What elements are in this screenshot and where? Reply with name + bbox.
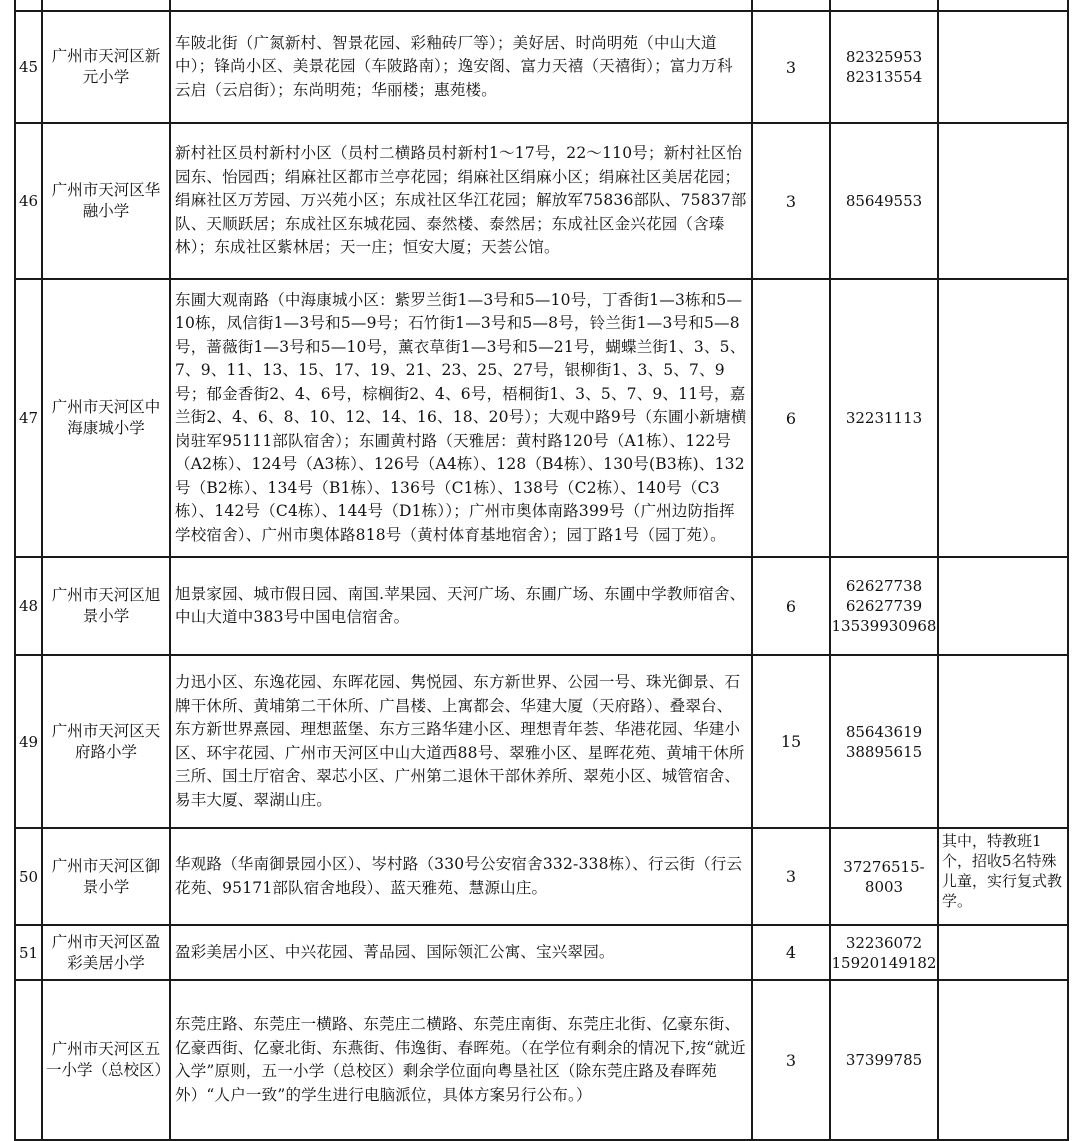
catchment-area: 东莞庄路、东莞庄一横路、东莞庄二横路、东莞庄南街、东莞庄北街、亿豪东街、亿豪西街、亿豪北街、东燕街、伟逸街、春晖苑。（在学位有剩余的情况下,按“就近入学”原则，五一小学（总校区）剩余学位面向粤垦社区（除东莞庄路及春晖苑外）“人户一致”的学生进行电脑派位，具体方案另行公布。） bbox=[170, 980, 752, 1140]
class-count-cell bbox=[752, 0, 830, 11]
catchment-area: 车陂北街（广氮新村、智景花园、彩釉砖厂等）；美好居、时尚明苑（中山大道中）；锋尚小区、美景花园（车陂路南）；逸安阁、富力天禧（天禧街）；富力万科云启（云启街）；东尚明苑；华丽楼；惠苑楼。 bbox=[170, 11, 752, 123]
phone-number: 82325953 bbox=[845, 48, 923, 66]
table-row bbox=[15, 828, 1068, 925]
phone-number: 32236072 bbox=[845, 933, 923, 952]
school-name: 广州市天河区天府路小学 bbox=[42, 655, 170, 828]
note bbox=[938, 925, 1068, 980]
school-name: 广州市天河区新元小学 bbox=[42, 11, 170, 123]
phone-number: 37276515- bbox=[843, 857, 925, 876]
row-number: 49 bbox=[15, 655, 42, 828]
note bbox=[938, 279, 1068, 557]
phone-numbers bbox=[830, 925, 938, 980]
note bbox=[938, 655, 1068, 828]
catchment-area: 旭景家园、城市假日园、南国.苹果园、天河广场、东圃广场、东圃中学教师宿舍、中山大道中383号中国电信宿舍。 bbox=[170, 557, 752, 655]
note bbox=[938, 557, 1068, 655]
table-row bbox=[15, 655, 1068, 828]
row-number: 50 bbox=[15, 828, 42, 925]
table-row bbox=[15, 980, 1068, 1140]
catchment-area: 华观路（华南御景园小区）、岑村路（330号公安宿舍332-338栋）、行云街（行云花苑、95171部队宿舍地段）、蓝天雅苑、慧源山庄。 bbox=[170, 828, 752, 925]
table-row bbox=[15, 557, 1068, 655]
phone-number: 32231113 bbox=[845, 409, 923, 427]
table-row-previous-partial bbox=[15, 0, 1068, 11]
row-number: 45 bbox=[15, 11, 42, 123]
class-count: 6 bbox=[752, 557, 830, 655]
class-count: 3 bbox=[752, 980, 830, 1140]
school-name: 广州市天河区华融小学 bbox=[42, 123, 170, 279]
no-cell bbox=[15, 0, 42, 11]
row-number: 51 bbox=[15, 925, 42, 980]
row-number: 47 bbox=[15, 279, 42, 557]
class-count: 3 bbox=[752, 11, 830, 123]
phone-number: 62627738 bbox=[845, 577, 923, 595]
phone-number: 15920149182 bbox=[831, 953, 937, 972]
class-count: 4 bbox=[752, 925, 830, 980]
school-name: 广州市天河区五一小学（总校区） bbox=[42, 980, 170, 1140]
catchment-area-cell bbox=[170, 0, 752, 11]
phone-number: 82313554 bbox=[845, 68, 923, 86]
phone-number: 38895615 bbox=[845, 742, 923, 761]
catchment-area: 力迅小区、东逸花园、东晖花园、隽悦园、东方新世界、公园一号、珠光御景、石牌干休所、黄埔第二干休所、广昌楼、上寓都会、华建大厦（天府路）、叠翠台、东方新世界熹园、理想蓝堡、东方三路华建小区、理想青年荟、华港花园、华建小区、环宇花园、广州市天河区中山大道西88号、翠雅小区、星晖花苑、黄埔干休所三所、国土厅宿舍、翠芯小区、广州第二退休干部休养所、翠苑小区、城管宿舍、易丰大厦、翠湖山庄。 bbox=[170, 655, 752, 828]
table-row bbox=[15, 279, 1068, 557]
row-number: 46 bbox=[15, 123, 42, 279]
phone-number: 62627739 bbox=[845, 597, 923, 615]
class-count: 6 bbox=[752, 279, 830, 557]
school-name: 广州市天河区旭景小学 bbox=[42, 557, 170, 655]
phone-numbers bbox=[830, 123, 938, 279]
phone-numbers bbox=[830, 557, 938, 655]
phone-number: 8003 bbox=[864, 877, 904, 896]
note: 其中，特教班1个，招收5名特殊儿童，实行复式教学。 bbox=[938, 828, 1068, 925]
phone-numbers bbox=[830, 11, 938, 123]
class-count: 3 bbox=[752, 123, 830, 279]
phone-numbers bbox=[830, 655, 938, 828]
school-name-cell bbox=[42, 0, 170, 11]
school-name: 广州市天河区御景小学 bbox=[42, 828, 170, 925]
catchment-area: 新村社区员村新村小区（员村二横路员村新村1～17号，22～110号；新村社区怡园东、怡园西；绢麻社区都市兰亭花园；绢麻社区绢麻小区；绢麻社区美居花园；绢麻社区万芳园、万兴苑小区；东成社区华江花园；解放军75836部队、75837部队、天顺跃居；东成社区东城花园、泰然楼、泰然居；东成社区金兴花园（含瑧林）；东成社区紫林居；天一庄；恒安大厦；天荟公馆。 bbox=[170, 123, 752, 279]
class-count: 3 bbox=[752, 828, 830, 925]
phone-number: 37399785 bbox=[845, 1051, 923, 1069]
phone-numbers bbox=[830, 279, 938, 557]
school-name: 广州市天河区盈彩美居小学 bbox=[42, 925, 170, 980]
phone-number: 85643619 bbox=[845, 722, 923, 741]
school-enrollment-table bbox=[14, 0, 1069, 1141]
class-count: 15 bbox=[752, 655, 830, 828]
phone-number: 85649553 bbox=[845, 192, 923, 210]
table-row bbox=[15, 123, 1068, 279]
phone-numbers bbox=[830, 828, 938, 925]
catchment-area: 东圃大观南路（中海康城小区：紫罗兰街1—3号和5—10号，丁香街1—3栋和5—10栋，凤信街1—3号和5—9号；石竹街1—3号和5—8号，铃兰街1—3号和5—8号，蔷薇街1—3号和5—10号，薰衣草街1—3号和5—21号，蝴蝶兰街1、3、5、7、9、11、13、15、17、19、21、23、25、27号，银柳街1、3、5、7、9号；郁金香街2、4、6号，棕榈街2、4、6号，梧桐街1、3、5、7、9、11号，嘉兰街2、4、6、8、10、12、14、16、18、20号）；大观中路9号（东圃小新塘横岗驻军95111部队宿舍）；东圃黄村路（天雅居：黄村路120号（A1栋）、122号（A2栋）、124号（A3栋）、126号（A4栋）、128（B4栋）、130号(B3栋)、132号（B2栋）、134号（B1栋）、136号（C1栋）、138号（C2栋）、140号（C3栋）、142号（C4栋）、144号（D1栋））；广州市奥体南路399号（广州边防指挥学校宿舍）、广州市奥体路818号（黄村体育基地宿舍）；园丁路1号（园丁苑）。 bbox=[170, 279, 752, 557]
note bbox=[938, 11, 1068, 123]
row-number bbox=[15, 980, 42, 1140]
phone-cell bbox=[830, 0, 938, 11]
note bbox=[938, 980, 1068, 1140]
phone-numbers bbox=[830, 980, 938, 1140]
note bbox=[938, 123, 1068, 279]
row-number: 48 bbox=[15, 557, 42, 655]
phone-number: 13539930968 bbox=[831, 617, 937, 635]
catchment-area: 盈彩美居小区、中兴花园、菁品园、国际领汇公寓、宝兴翠园。 bbox=[170, 925, 752, 980]
school-name: 广州市天河区中海康城小学 bbox=[42, 279, 170, 557]
table-row bbox=[15, 925, 1068, 980]
note-cell bbox=[938, 0, 1068, 11]
table-row bbox=[15, 11, 1068, 123]
